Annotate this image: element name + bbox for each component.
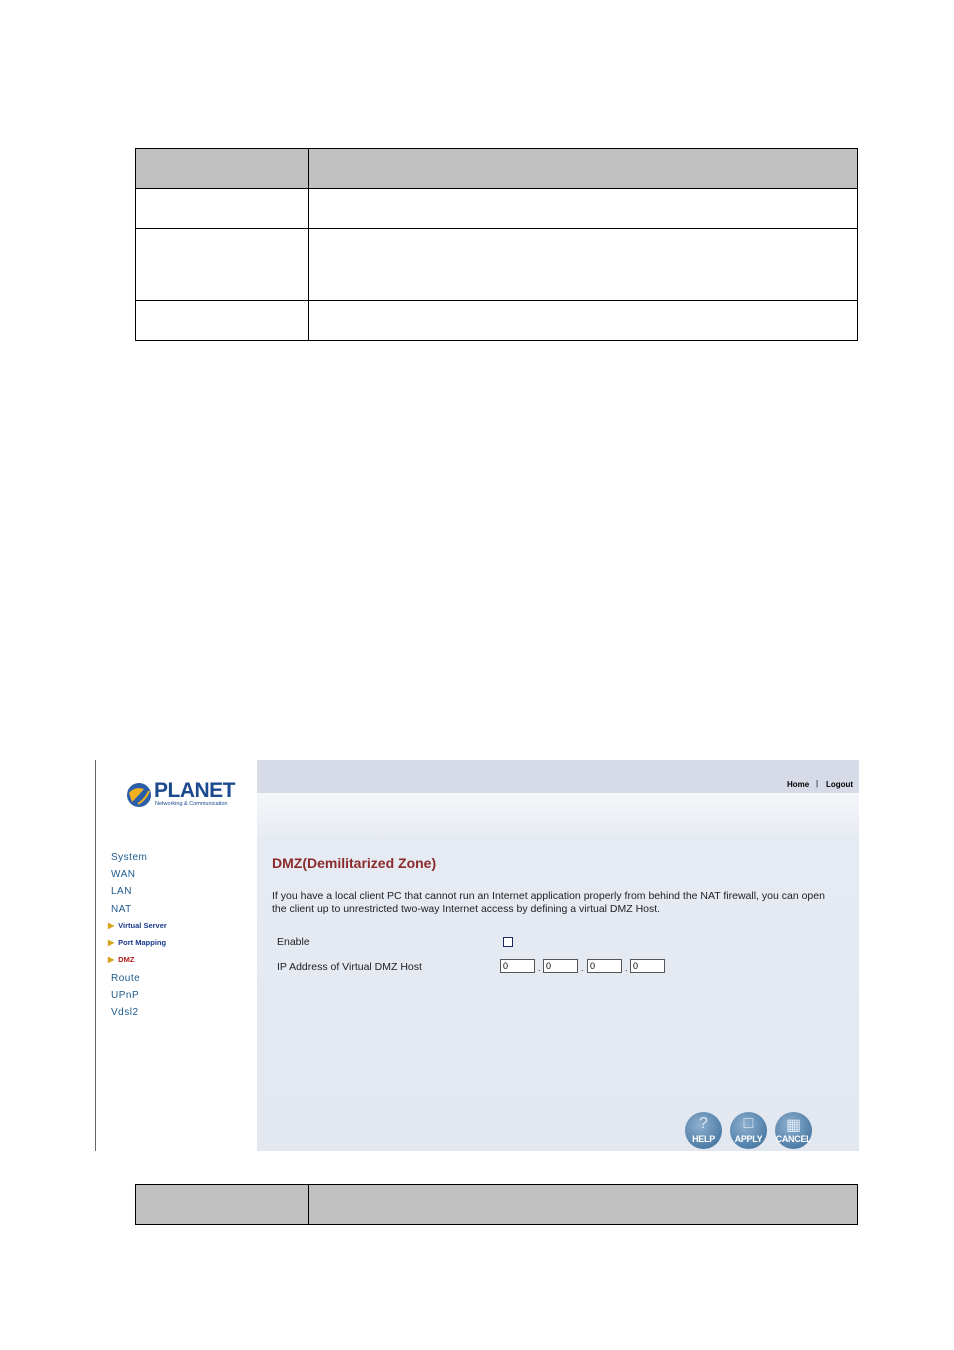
ip-dot: . [581,963,584,973]
sidebar-item-route[interactable]: Route [111,973,141,984]
sidebar-item-lan[interactable]: LAN [111,886,132,897]
table-cell [136,301,309,341]
sidebar-subitem-dmz[interactable] [108,955,134,964]
help-button-label: HELP [692,1134,715,1144]
ip-dot: . [625,963,628,973]
sidebar-item-vdsl2[interactable]: Vdsl2 [111,1007,139,1018]
sidebar-subitem-label: Port Mapping [118,938,167,947]
arrow-icon: ▶ [108,938,115,947]
home-link[interactable]: Home [787,780,810,789]
router-ui-screenshot [95,760,859,1151]
sidebar-subitem-port-mapping[interactable] [108,938,166,947]
table-header-cell [309,149,858,189]
logout-link[interactable]: Logout [826,780,854,789]
ip-dot: . [538,963,541,973]
enable-checkbox[interactable] [503,937,513,947]
enable-label: Enable [277,936,310,948]
link-separator: | [816,779,819,788]
planet-logo [126,780,236,810]
doc-table-bottom [135,1184,858,1225]
cancel-button[interactable] [775,1112,812,1149]
table-header-cell [136,1185,309,1225]
sidebar-item-nat[interactable]: NAT [111,904,132,915]
ip-octet-3-input[interactable] [587,959,622,973]
ip-octet-1-input[interactable] [500,959,535,973]
sidebar-subitem-virtual-server[interactable] [108,921,167,930]
page-title: DMZ(Demilitarized Zone) [272,855,437,871]
sidebar-subitem-label: Virtual Server [118,921,167,930]
sidebar [95,760,258,1151]
apply-icon: □ [743,1115,754,1132]
apply-button[interactable] [730,1112,767,1149]
page-description: If you have a local client PC that cannot run an Internet application properly from behind the NAT firewall, you can open the client up to unrestricted two-way Internet access by defining a virtual DMZ Host. [272,890,825,915]
logo-brand: PLANET [154,779,235,802]
ip-octet-4-input[interactable] [630,959,665,973]
sidebar-item-upnp[interactable]: UPnP [111,990,140,1001]
dmz-host-ip-label: IP Address of Virtual DMZ Host [277,961,422,973]
sidebar-item-wan[interactable]: WAN [111,869,136,880]
doc-table-top [135,148,858,341]
table-cell [136,189,309,229]
sidebar-subitem-label: DMZ [118,955,135,964]
sidebar-item-system[interactable]: System [111,852,148,863]
table-cell [309,189,858,229]
help-button[interactable] [685,1112,722,1149]
ip-octet-2-input[interactable] [543,959,578,973]
cancel-button-label: CANCEL [775,1134,812,1144]
table-header-cell [136,149,309,189]
table-cell [309,229,858,301]
trash-icon: ▦ [785,1117,802,1134]
apply-button-label: APPLY [734,1134,763,1144]
table-cell [136,229,309,301]
main-panel [257,760,859,1151]
top-bar [257,760,859,793]
table-cell [309,301,858,341]
globe-icon [126,782,152,808]
arrow-icon: ▶ [108,955,115,964]
logo-tagline: Networking & Communication [155,801,228,807]
question-icon: ? [699,1115,708,1132]
arrow-icon: ▶ [108,921,115,930]
table-header-cell [309,1185,858,1225]
